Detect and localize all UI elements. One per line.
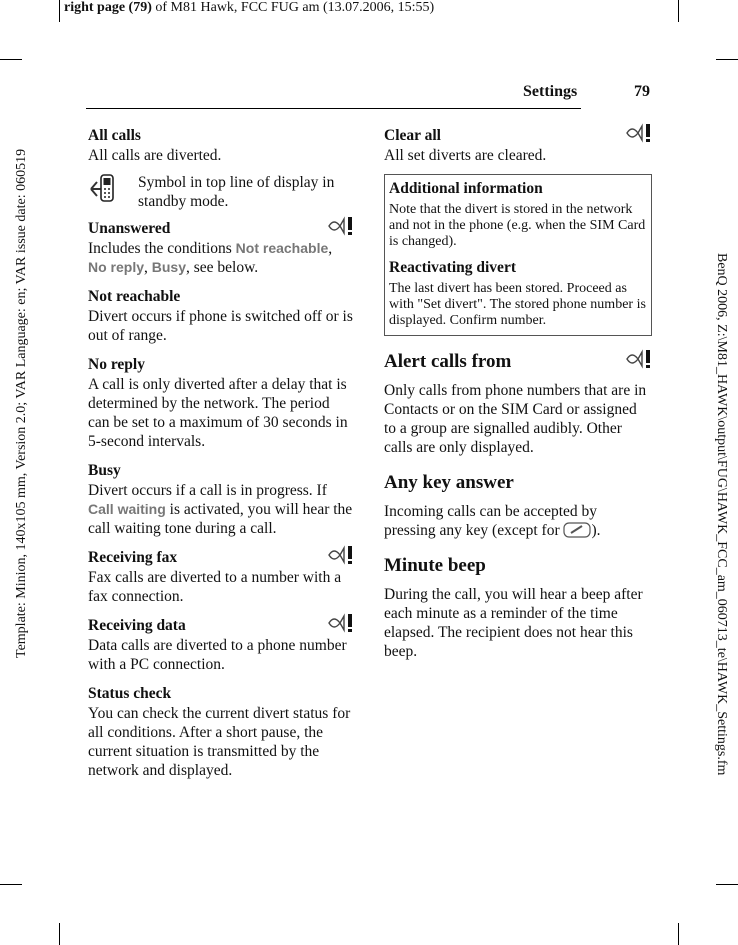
ui-term-not-reachable: Not reachable bbox=[235, 240, 329, 256]
info-box-subtitle: Reactivating divert bbox=[389, 259, 516, 276]
body-text: is activated, you will hear the call waiting tone during a call. bbox=[88, 501, 353, 537]
body-text: Includes the conditions bbox=[88, 240, 236, 257]
network-service-icon bbox=[624, 123, 652, 148]
heading-text: Clear all bbox=[384, 126, 441, 144]
body-text: , bbox=[144, 259, 152, 276]
template-info: Template: Minion, 140x105 mm, Version 2.0; VAR Language: en; VAR issue date: 060519 bbox=[14, 148, 29, 658]
all-calls-heading bbox=[88, 124, 354, 146]
receiving-data-heading bbox=[88, 614, 354, 636]
network-service-icon bbox=[326, 216, 354, 241]
heading-text: Receiving fax bbox=[88, 548, 178, 566]
crop-mark bbox=[716, 59, 738, 60]
not-reachable-text: Divert occurs if phone is switched off or is out of range. bbox=[88, 308, 353, 344]
file-path-info: BenQ 2006, Z:\M81_HAWK\output\FUG\HAWK_FCC_am_060713_te\HAWK_Settings.fm bbox=[714, 253, 729, 776]
running-head-gap bbox=[581, 107, 667, 110]
network-service-icon bbox=[624, 349, 652, 373]
crop-mark bbox=[59, 0, 60, 22]
left-column bbox=[88, 124, 354, 788]
ui-term-busy: Busy bbox=[151, 259, 186, 275]
heading-text: Busy bbox=[88, 461, 121, 479]
print-header-page: right page (79) bbox=[64, 0, 152, 15]
symbol-row bbox=[88, 173, 354, 211]
no-reply-text: A call is only diverted after a delay that is determined by the network. The period can be set to a maximum of 30 seconds in 5-second intervals. bbox=[88, 376, 348, 450]
info-box-text: Note that the divert is stored in the network and not in the phone (e.g. when the SIM Card is changed). bbox=[389, 202, 646, 249]
crop-mark bbox=[0, 59, 22, 60]
heading-text: No reply bbox=[88, 355, 145, 373]
body-text: Divert occurs if a call is in progress. If bbox=[88, 482, 327, 499]
receiving-fax-text: Fax calls are diverted to a number with a fax connection. bbox=[88, 569, 342, 605]
heading-text: Status check bbox=[88, 684, 172, 702]
clear-all-text: All set diverts are cleared. bbox=[384, 147, 547, 164]
receiving-fax-heading bbox=[88, 546, 354, 568]
crop-mark bbox=[716, 884, 738, 885]
body-text: , bbox=[328, 240, 333, 257]
crop-mark bbox=[0, 884, 22, 885]
minute-beep-heading bbox=[384, 552, 652, 578]
alert-calls-heading bbox=[384, 348, 652, 374]
ui-term-call-waiting: Call waiting bbox=[88, 501, 166, 517]
heading-text: Not reachable bbox=[88, 287, 181, 305]
busy-text bbox=[88, 481, 354, 538]
network-service-icon bbox=[326, 613, 354, 638]
alert-calls-text: Only calls from phone numbers that are in Contacts or on the SIM Card or assigned to a group are signalled audibly. Other calls are only displayed. bbox=[384, 382, 647, 456]
page-number: 79 bbox=[634, 83, 650, 100]
network-service-icon bbox=[326, 545, 354, 570]
body-text: ). bbox=[591, 522, 601, 539]
right-column bbox=[384, 124, 652, 669]
not-reachable-heading bbox=[88, 285, 354, 307]
crop-mark bbox=[678, 923, 679, 945]
crop-mark bbox=[678, 0, 679, 22]
minute-beep-text: During the call, you will hear a beep after each minute as a reminder of the time elapsed. The recipient does not hear this beep. bbox=[384, 586, 643, 660]
any-key-text bbox=[384, 502, 652, 540]
heading-text: Receiving data bbox=[88, 616, 186, 634]
running-head bbox=[86, 82, 652, 109]
heading-text: Minute beep bbox=[384, 554, 486, 576]
all-calls-text: All calls are diverted. bbox=[88, 147, 222, 164]
body-text: , see below. bbox=[186, 259, 259, 276]
running-head-title: Settings bbox=[523, 83, 578, 100]
additional-info-box bbox=[384, 174, 652, 336]
heading-text: All calls bbox=[88, 126, 141, 144]
print-header bbox=[64, 0, 434, 16]
info-box-title: Additional information bbox=[389, 180, 543, 197]
body-text: Incoming calls can be accepted by pressing any key (except for bbox=[384, 503, 598, 539]
clear-all-heading bbox=[384, 124, 652, 146]
unanswered-heading bbox=[88, 217, 354, 239]
crop-mark bbox=[59, 923, 60, 945]
info-box-text: The last divert has been stored. Proceed as with "Set divert". The stored phone number is displayed. Confirm number. bbox=[389, 281, 646, 328]
end-key-icon bbox=[563, 522, 591, 539]
no-reply-heading bbox=[88, 353, 354, 375]
divert-symbol-icon bbox=[88, 173, 116, 211]
symbol-text: Symbol in top line of display in standby mode. bbox=[138, 174, 335, 210]
status-check-text: You can check the current divert status for all conditions. After a short pause, the current situation is transmitted by the network and displayed. bbox=[88, 705, 351, 779]
ui-term-no-reply: No reply bbox=[88, 259, 145, 275]
receiving-data-text: Data calls are diverted to a phone number with a PC connection. bbox=[88, 637, 347, 673]
any-key-heading bbox=[384, 469, 652, 495]
print-header-info: of M81 Hawk, FCC FUG am (13.07.2006, 15:55) bbox=[151, 0, 435, 15]
status-check-heading bbox=[88, 682, 354, 704]
busy-heading bbox=[88, 459, 354, 481]
heading-text: Any key answer bbox=[384, 471, 514, 493]
heading-text: Unanswered bbox=[88, 219, 171, 237]
heading-text: Alert calls from bbox=[384, 350, 512, 372]
unanswered-text bbox=[88, 239, 354, 277]
